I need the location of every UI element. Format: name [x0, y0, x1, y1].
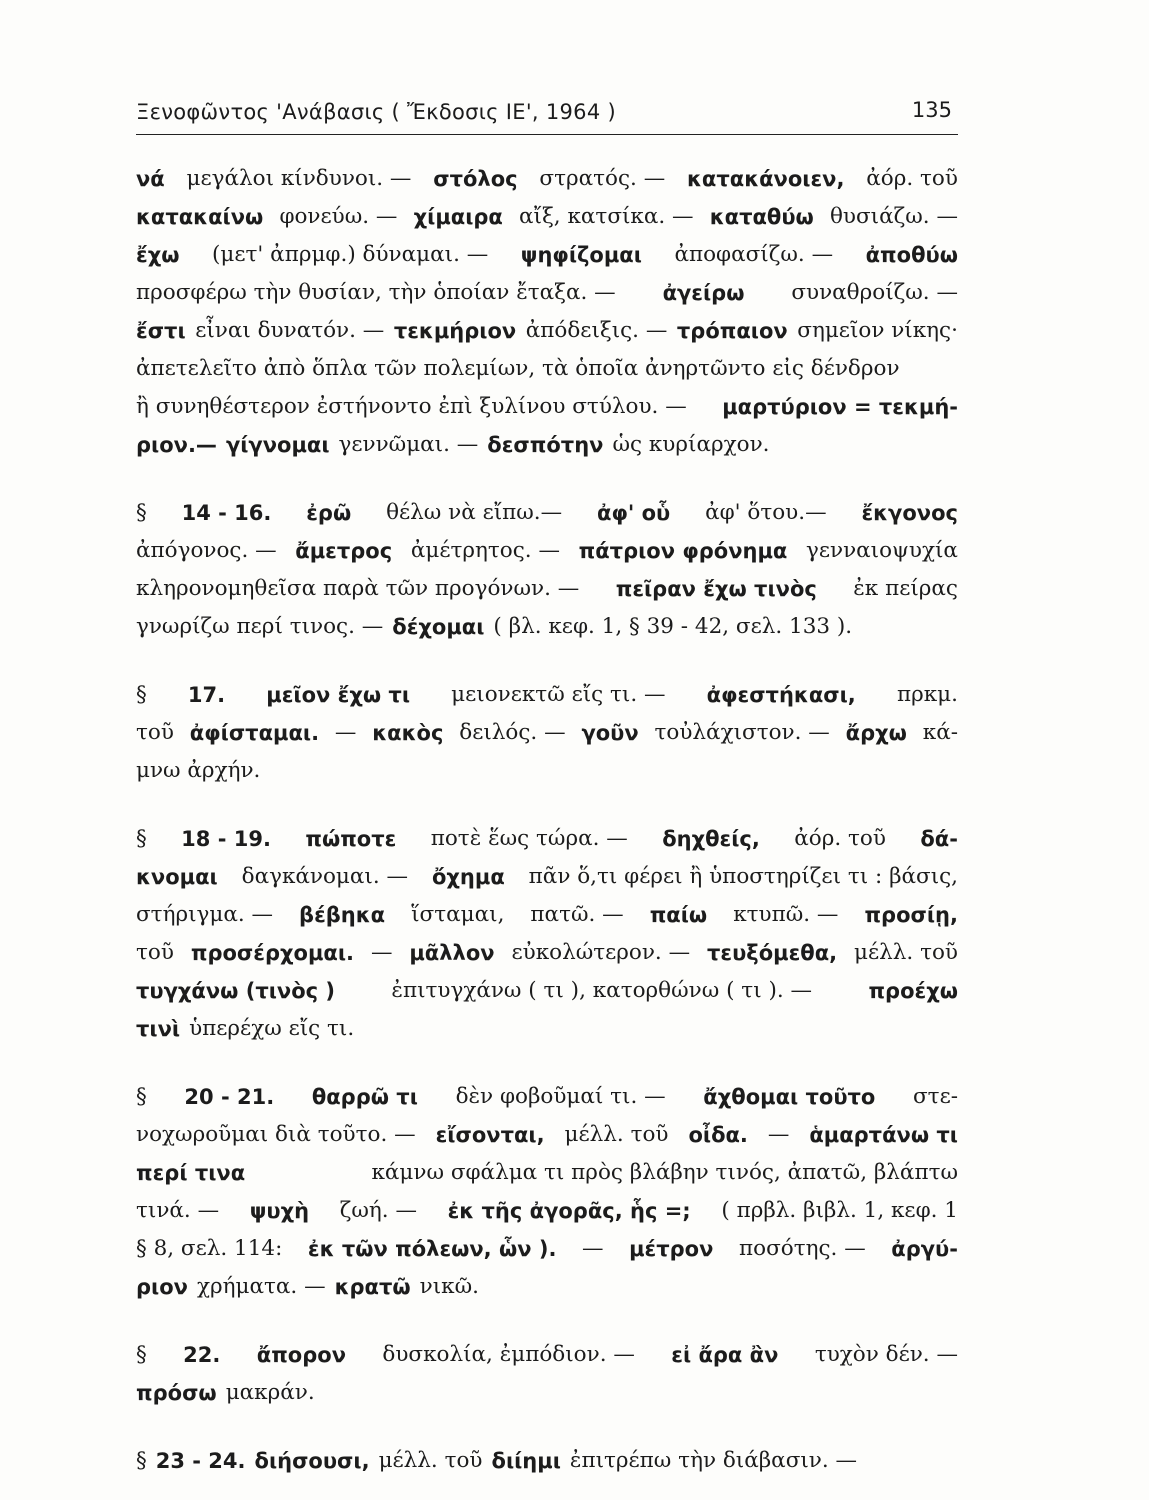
- lemma-term: ἐκ τῶν πόλεων, ὧν ).: [307, 1237, 557, 1261]
- lemma-term: προσέρχομαι.: [190, 941, 355, 965]
- lemma-term: ἄρχω: [845, 721, 907, 745]
- lemma-term: ψηφίζομαι: [520, 243, 642, 267]
- lemma-term: τεκμήριον: [393, 319, 517, 343]
- lemma-term: 22.: [183, 1343, 221, 1367]
- gloss-text: §: [136, 826, 147, 851]
- gloss-text: συναθροίζω. —: [791, 280, 958, 305]
- lemma-term: ἀφ' οὗ: [597, 501, 671, 525]
- commentary-body: [136, 160, 958, 1510]
- text-line: [136, 820, 958, 858]
- lemma-term: κρατῶ: [334, 1275, 411, 1299]
- gloss-text: §: [136, 1448, 147, 1473]
- gloss-text: νικῶ.: [419, 1274, 479, 1299]
- text-line: [136, 160, 958, 198]
- gloss-text: γεννῶμαι. —: [338, 432, 479, 457]
- header-title: Ξενοφῶντος 'Ανάβασις ( Ἔκδοσις ΙΕ', 1964 ): [136, 100, 616, 124]
- gloss-text: στε-: [913, 1084, 958, 1109]
- gloss-text: ποσότης. —: [739, 1236, 866, 1261]
- gloss-text: κά-: [922, 720, 958, 745]
- gloss-text: ἐπιτυγχάνω ( τι ), κατορθώνω ( τι ). —: [391, 978, 813, 1003]
- lemma-term: ψυχὴ: [249, 1199, 310, 1223]
- text-line: [136, 896, 958, 934]
- lemma-term: ἔκγονος: [861, 501, 958, 525]
- gloss-text: τοῦ: [136, 940, 174, 965]
- paragraph: [136, 160, 958, 464]
- lemma-term: ἁμαρτάνω τι: [809, 1123, 958, 1147]
- page-number: 135: [911, 98, 952, 122]
- paragraph: [136, 1336, 958, 1412]
- text-line: [136, 714, 958, 752]
- gloss-text: —: [582, 1236, 604, 1261]
- gloss-text: μακράν.: [225, 1380, 315, 1405]
- gloss-text: §: [136, 682, 147, 707]
- gloss-text: πατῶ. —: [530, 902, 624, 927]
- paragraph: [136, 1078, 958, 1306]
- gloss-text: —: [334, 720, 357, 745]
- gloss-text: ἀπόγονος. —: [136, 538, 277, 563]
- lemma-term: τρόπαιον: [676, 319, 788, 343]
- text-line: [136, 1268, 958, 1306]
- gloss-text: ἀόρ. τοῦ: [866, 166, 958, 191]
- lemma-term: δά-: [920, 827, 958, 851]
- gloss-text: στρατός. —: [539, 166, 666, 191]
- lemma-term: ἔστι: [136, 319, 186, 343]
- text-line: [136, 676, 958, 714]
- lemma-term: κακὸς: [372, 721, 444, 745]
- gloss-text: (μετ' ἀπρμφ.) δύναμαι. —: [212, 242, 489, 267]
- lemma-term: δεσπότην: [487, 433, 604, 457]
- lemma-term: δηχθείς,: [662, 827, 760, 851]
- lemma-term: ἀποθύω: [865, 243, 958, 267]
- lemma-term: 17.: [187, 683, 226, 707]
- lemma-term: τευξόμεθα,: [707, 941, 838, 965]
- lemma-term: θαρρῶ τι: [311, 1085, 418, 1109]
- paragraph: [136, 820, 958, 1048]
- gloss-text: §: [136, 1342, 147, 1367]
- text-line: [136, 388, 958, 426]
- lemma-term: ἄμετρος: [295, 539, 393, 563]
- lemma-term: ἐκ τῆς ἀγορᾶς, ἧς =;: [447, 1199, 691, 1223]
- paragraph: [136, 494, 958, 646]
- gloss-text: ὡς κυρίαρχον.: [612, 432, 770, 457]
- gloss-text: ἵσταμαι,: [411, 902, 505, 927]
- lemma-term: δέχομαι: [392, 615, 485, 639]
- text-line: [136, 1116, 958, 1154]
- gloss-text: θυσιάζω. —: [829, 204, 958, 229]
- lemma-term: προέχω: [868, 979, 958, 1003]
- text-line: [136, 1442, 958, 1480]
- lemma-term: πάτριον φρόνημα: [578, 539, 788, 563]
- gloss-text: ἐπιτρέπω τὴν διάβασιν. —: [569, 1448, 858, 1473]
- gloss-text: μνω ἀρχήν.: [136, 758, 261, 783]
- lemma-term: καταθύω: [709, 205, 814, 229]
- gloss-text: ( πρβλ. βιβλ. 1, κεφ. 1: [721, 1198, 958, 1223]
- gloss-text: ἀμέτρητος. —: [410, 538, 560, 563]
- text-line: [136, 1336, 958, 1374]
- gloss-text: ποτὲ ἕως τώρα. —: [430, 826, 628, 851]
- running-header: [136, 96, 956, 130]
- gloss-text: ἀποφασίζω. —: [674, 242, 834, 267]
- gloss-text: θέλω νὰ εἴπω.—: [386, 500, 563, 525]
- text-line: [136, 934, 958, 972]
- text-line: [136, 426, 958, 464]
- gloss-text: δαγκάνομαι. —: [241, 864, 409, 889]
- text-line: [136, 858, 958, 896]
- gloss-text: ἐκ πείρας: [853, 576, 958, 601]
- gloss-text: χρήματα. —: [196, 1274, 326, 1299]
- gloss-text: πρκμ.: [896, 682, 958, 707]
- lemma-term: οἶδα.: [688, 1123, 748, 1147]
- lemma-term: μεῖον ἔχω τι: [266, 683, 411, 707]
- lemma-term: χίμαιρα: [413, 205, 503, 229]
- lemma-term: ἀφεστήκασι,: [706, 683, 856, 707]
- lemma-term: κατακάνοιεν,: [687, 167, 845, 191]
- lemma-term: ὄχημα: [431, 865, 505, 889]
- gloss-text: § 8, σελ. 114:: [136, 1236, 283, 1261]
- lemma-term: πώποτε: [305, 827, 397, 851]
- lemma-term: πρόσω: [136, 1381, 217, 1405]
- gloss-text: §: [136, 1084, 147, 1109]
- lemma-term: πεῖραν ἔχω τινὸς: [615, 577, 817, 601]
- gloss-text: γνωρίζω περί τινος. —: [136, 614, 384, 639]
- gloss-text: φονεύω. —: [279, 204, 398, 229]
- text-line: [136, 972, 958, 1010]
- gloss-text: μέλλ. τοῦ: [564, 1122, 669, 1147]
- lemma-term: 14 - 16.: [181, 501, 272, 525]
- gloss-text: στήριγμα. —: [136, 902, 274, 927]
- gloss-text: σημεῖον νίκης·: [797, 318, 958, 343]
- text-line: [136, 1192, 958, 1230]
- text-line: [136, 1010, 958, 1048]
- text-line: [136, 236, 958, 274]
- gloss-text: αἴξ, κατσίκα. —: [519, 204, 694, 229]
- lemma-term: μᾶλλον: [409, 941, 495, 965]
- header-rule: [136, 134, 958, 135]
- text-line: [136, 312, 958, 350]
- gloss-text: μέλλ. τοῦ: [854, 940, 958, 965]
- gloss-text: τοῦ: [136, 720, 174, 745]
- gloss-text: τυχὸν δέν. —: [814, 1342, 958, 1367]
- text-line: [136, 1078, 958, 1116]
- lemma-term: 20 - 21.: [184, 1085, 275, 1109]
- gloss-text: δυσκολία, ἐμπόδιον. —: [382, 1342, 635, 1367]
- lemma-term: εἴσονται,: [435, 1123, 545, 1147]
- text-line: [136, 752, 958, 790]
- gloss-text: δειλός. —: [459, 720, 566, 745]
- gloss-text: εὐκολώτερον. —: [511, 940, 691, 965]
- lemma-term: ἀργύ-: [891, 1237, 958, 1261]
- lemma-term: διήσουσι,: [254, 1449, 370, 1473]
- gloss-text: —: [370, 940, 393, 965]
- gloss-text: δὲν φοβοῦμαί τι. —: [455, 1084, 666, 1109]
- lemma-term: εἰ ἄρα ἂν: [671, 1343, 779, 1367]
- text-line: [136, 608, 958, 646]
- lemma-term: ἄχθομαι τοῦτο: [703, 1085, 876, 1109]
- lemma-term: περί τινα: [136, 1161, 246, 1185]
- text-line: [136, 1230, 958, 1268]
- gloss-text: μειονεκτῶ εἴς τι. —: [451, 682, 666, 707]
- gloss-text: ἢ συνηθέστερον ἐστήνοντο ἐπὶ ξυλίνου στύλου. —: [136, 394, 687, 419]
- gloss-text: εἶναι δυνατόν. —: [195, 318, 385, 343]
- text-line: [136, 198, 958, 236]
- gloss-text: γενναιοψυχία: [806, 538, 958, 563]
- lemma-term: 23 - 24.: [155, 1449, 246, 1473]
- text-line: [136, 494, 958, 532]
- gloss-text: κτυπῶ. —: [733, 902, 839, 927]
- gloss-text: ζωή. —: [339, 1198, 417, 1223]
- text-line: [136, 350, 958, 388]
- lemma-term: προσίῃ,: [864, 903, 958, 927]
- lemma-term: ἀφίσταμαι.: [189, 721, 320, 745]
- lemma-term: νά: [136, 167, 165, 191]
- gloss-text: τοὐλάχιστον. —: [654, 720, 830, 745]
- gloss-text: ἀφ' ὅτου.—: [705, 500, 827, 525]
- lemma-term: τυγχάνω (τινὸς ): [136, 979, 335, 1003]
- lemma-term: παίω: [649, 903, 708, 927]
- gloss-text: ἀπόδειξις. —: [525, 318, 668, 343]
- gloss-text: ἀόρ. τοῦ: [794, 826, 886, 851]
- gloss-text: προσφέρω τὴν θυσίαν, τὴν ὁποίαν ἔταξα. —: [136, 280, 616, 305]
- paragraph: [136, 676, 958, 790]
- gloss-text: κληρονομηθεῖσα παρὰ τῶν προγόνων. —: [136, 576, 580, 601]
- lemma-term: ἄπορον: [256, 1343, 346, 1367]
- gloss-text: ἀπετελεῖτο ἀπὸ ὅπλα τῶν πολεμίων, τὰ ὁποῖα ἀνηρτῶντο εἰς δένδρον: [136, 356, 900, 381]
- gloss-text: τινά. —: [136, 1198, 220, 1223]
- gloss-text: κάμνω σφάλμα τι πρὸς βλάβην τινός, ἀπατῶ, βλάπτω: [371, 1160, 958, 1185]
- gloss-text: ὑπερέχω εἴς τι.: [189, 1016, 355, 1041]
- lemma-term: ἐρῶ: [306, 501, 352, 525]
- lemma-term: κατακαίνω: [136, 205, 264, 229]
- gloss-text: νοχωροῦμαι διὰ τοῦτο. —: [136, 1122, 416, 1147]
- lemma-term: διίημι: [491, 1449, 561, 1473]
- text-line: [136, 1154, 958, 1192]
- lemma-term: στόλος: [433, 167, 518, 191]
- text-line: [136, 274, 958, 312]
- text-line: [136, 570, 958, 608]
- paragraph: [136, 1442, 958, 1480]
- text-line: [136, 532, 958, 570]
- gloss-text: §: [136, 500, 147, 525]
- lemma-term: 18 - 19.: [181, 827, 271, 851]
- text-line: [136, 1374, 958, 1412]
- gloss-text: πᾶν ὅ,τι φέρει ἢ ὑποστηρίζει τι : βάσις,: [528, 864, 958, 889]
- lemma-term: ριον: [136, 1275, 188, 1299]
- lemma-term: μέτρον: [629, 1237, 714, 1261]
- lemma-term: κνομαι: [136, 865, 218, 889]
- gloss-text: μέλλ. τοῦ: [378, 1448, 483, 1473]
- lemma-term: ἀγείρω: [662, 281, 745, 305]
- gloss-text: μεγάλοι κίνδυνοι. —: [186, 166, 412, 191]
- lemma-term: ριον.—: [136, 433, 217, 457]
- gloss-text: —: [767, 1122, 790, 1147]
- lemma-term: τινὶ: [136, 1017, 181, 1041]
- lemma-term: γοῦν: [581, 721, 639, 745]
- gloss-text: ( βλ. κεφ. 1, § 39 - 42, σελ. 133 ).: [493, 614, 853, 639]
- lemma-term: ἔχω: [136, 243, 180, 267]
- lemma-term: γίγνομαι: [225, 433, 330, 457]
- lemma-term: μαρτύριον = τεκμή-: [722, 395, 958, 419]
- lemma-term: βέβηκα: [299, 903, 386, 927]
